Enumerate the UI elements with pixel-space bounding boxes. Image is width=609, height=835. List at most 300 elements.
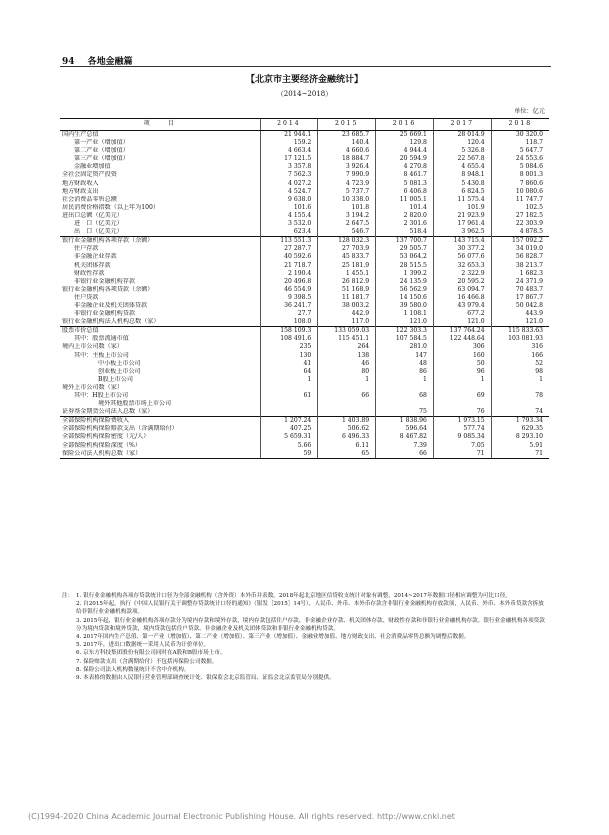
row-label: 银行业金融机构法人机构总数（家） — [62, 318, 160, 326]
cell-value: 3 532.0 — [260, 220, 318, 228]
row-label: 住户存款 — [74, 245, 99, 253]
note-text: 3. 2015年起，银行业金融机构各项存款分为境内存款和境外存款，境内存款包括住户存款、非金融企业存款、机关团体存款、财政性存款和非银行业金融机构存款。银行业金融机构各项贷款分为境内贷款和境外贷款，境内贷款包括住户贷款、非金融企业及机关团体贷款和非银行业金融机构贷款。 — [76, 617, 545, 632]
cell-value: 59 — [260, 450, 318, 459]
note-item — [62, 633, 548, 641]
cell-value — [376, 384, 434, 392]
note-text: 7. 保险赔款支出（含满期给付）不包括再保险公司数据。 — [76, 658, 218, 665]
table-row — [60, 286, 549, 294]
table-row — [60, 310, 549, 318]
table-row — [60, 368, 549, 376]
table-row — [60, 384, 549, 392]
cell-value: 8 293.10 — [491, 433, 549, 441]
cell-value: 7.05 — [433, 442, 491, 450]
note-item — [62, 658, 548, 666]
cell-value: 160 — [433, 352, 491, 360]
row-label: 财政性存款 — [74, 269, 105, 277]
cell-value: 30 320.0 — [491, 131, 549, 140]
copyright-footer: (C)1994-2020 China Academic Journal Electronic Publishing House. All rights reserved. http://www.cnki.net — [28, 812, 455, 821]
row-label: 境内上市公司数（家） — [62, 343, 123, 351]
cell-value: 1 — [376, 376, 434, 384]
table-row — [60, 294, 549, 302]
table-row — [60, 360, 549, 368]
cell-value: 4 878.5 — [491, 228, 549, 237]
column-header-2016: 2016 — [376, 119, 434, 131]
cell-value: 2 301.6 — [376, 220, 434, 228]
cell-value: 24 135.9 — [376, 278, 434, 286]
cell-value: 25 669.1 — [376, 131, 434, 140]
cell-value: 623.4 — [260, 228, 318, 237]
cell-value: 121.0 — [491, 318, 549, 327]
row-label: 住户贷款 — [74, 293, 99, 301]
cell-value: 1 973.15 — [433, 417, 491, 426]
cell-value: 107 584.5 — [376, 335, 434, 343]
row-label: 全部保险机构保险深度（%） — [62, 441, 141, 449]
cell-value — [260, 384, 318, 392]
cell-value: 1 108.1 — [376, 310, 434, 318]
cell-value: 8 461.7 — [376, 171, 434, 179]
cell-value: 158 109.3 — [260, 327, 318, 336]
cell-value: 17 961.4 — [433, 220, 491, 228]
table-row — [60, 376, 549, 384]
table-row — [60, 392, 549, 400]
table-row — [60, 155, 549, 163]
cell-value: 1 455.1 — [318, 270, 376, 278]
cell-value: 103 081.93 — [491, 335, 549, 343]
cell-value: 117.0 — [318, 318, 376, 327]
cell-value: 21 923.9 — [433, 212, 491, 220]
table-row — [60, 335, 549, 343]
note-text: 1. 银行业金融机构各项存贷款统计口径为全部金融机构（含外资）本外币并表数。2018年起北京地区信贷收支统计对象有调整，2014~2017年数据口径相应调整为可比口径。 — [76, 593, 511, 599]
cell-value: 45 833.7 — [318, 253, 376, 261]
table-row — [60, 131, 549, 140]
cell-value: 76 — [433, 408, 491, 417]
cell-value: 118.7 — [491, 139, 549, 147]
table-row — [60, 253, 549, 261]
table-row — [60, 147, 549, 155]
cell-value: 69 — [433, 392, 491, 400]
cell-value: 20 496.8 — [260, 278, 318, 286]
cell-value: 29 505.7 — [376, 245, 434, 253]
cell-value: 68 — [376, 392, 434, 400]
cell-value: 157 092.2 — [491, 237, 549, 246]
cell-value: 11 747.7 — [491, 196, 549, 204]
cell-value: 108 491.6 — [260, 335, 318, 343]
note-text: 8. 保险公司法人机构数量统计不含中介机构。 — [76, 666, 190, 673]
cell-value: 27.7 — [260, 310, 318, 318]
cell-value: 596.64 — [376, 425, 434, 433]
cell-value: 64 — [260, 368, 318, 376]
cell-value: 80 — [318, 368, 376, 376]
cell-value: 50 042.8 — [491, 302, 549, 310]
cell-value: 56 828.7 — [491, 253, 549, 261]
table-title: 【北京市主要经济金融统计】 — [245, 75, 363, 85]
row-label: B股上市公司 — [98, 375, 133, 383]
note-text: 6. 京东方科技集团股份有限公司同时在A股和B股市场上市。 — [76, 650, 226, 657]
cell-value: 41 — [260, 360, 318, 368]
cell-value: 264 — [318, 343, 376, 351]
page-number: 94 — [62, 57, 75, 67]
cell-value: 50 — [433, 360, 491, 368]
cell-value: 39 580.0 — [376, 302, 434, 310]
table-row — [60, 327, 549, 336]
note-item — [62, 674, 548, 682]
row-label: 社会消费品零售总额 — [62, 195, 117, 203]
row-label: 非金融企业及机关团体贷款 — [74, 301, 148, 309]
cell-value: 46 — [318, 360, 376, 368]
cell-value: 98 — [491, 368, 549, 376]
table-row — [60, 433, 549, 441]
row-label: 居民消费价格指数（以上年为100） — [62, 203, 159, 211]
cell-value: 140.4 — [318, 139, 376, 147]
row-label: 全社会固定资产投资 — [62, 171, 117, 179]
cell-value: 677.2 — [433, 310, 491, 318]
cell-value: 1 — [433, 376, 491, 384]
row-label: 保险公司法人机构总数（家） — [60, 450, 260, 459]
note-text: 5. 2017年，进出口数据统一采用人民币为计价单位。 — [76, 642, 210, 649]
cell-value: 4 155.4 — [260, 212, 318, 220]
cell-value: 28 014.9 — [433, 131, 491, 140]
cell-value: 10 080.6 — [491, 188, 549, 196]
row-label: 全部保险机构保险费收入 — [60, 417, 260, 426]
note-item — [62, 592, 548, 600]
cell-value: 4 660.6 — [318, 147, 376, 155]
cell-value — [376, 400, 434, 408]
row-label: 银行业金融机构各项贷款（余额） — [62, 285, 154, 293]
cell-value: 21 944.1 — [260, 131, 318, 140]
notes-label — [62, 600, 76, 616]
cell-value: 22 567.8 — [433, 155, 491, 163]
cell-value — [260, 400, 318, 408]
table-row — [60, 425, 549, 433]
note-text: 2. 自2015年起，执行《中国人民银行关于调整存贷款统计口径的通知》（银发［2015］14号），人民币、外币、本外币存款含非银行业金融机构存放款项，人民币、外币、本外币贷款含拆放给非银行业金融机构款项。 — [76, 601, 544, 616]
table-row — [60, 270, 549, 278]
cell-value — [318, 384, 376, 392]
cell-value: 1 — [491, 376, 549, 384]
table-row — [60, 212, 549, 220]
note-item — [62, 666, 548, 674]
row-label: 证券基金期货公司法人总数（家） — [62, 408, 154, 416]
cell-value: 9 085.34 — [433, 433, 491, 441]
cell-value: 56 562.9 — [376, 286, 434, 294]
cell-value: 38 213.7 — [491, 262, 549, 270]
cell-value: 48 — [376, 360, 434, 368]
row-label: 股票市价总值 — [60, 327, 260, 336]
cell-value: 96 — [433, 368, 491, 376]
row-label: 机关团体存款 — [74, 261, 111, 269]
cell-value: 38 003.2 — [318, 302, 376, 310]
cell-value: 108.0 — [260, 318, 318, 327]
cell-value: 1 793.34 — [491, 417, 549, 426]
row-label: 第二产业（增加值） — [74, 147, 129, 155]
cell-value: 5 081.3 — [376, 180, 434, 188]
cell-value: 7.39 — [376, 442, 434, 450]
cell-value: 52 — [491, 360, 549, 368]
cell-value: 3 194.2 — [318, 212, 376, 220]
row-label: 全部保险机构保险密度（元/人） — [62, 433, 150, 441]
cell-value: 5 430.8 — [433, 180, 491, 188]
table-row — [60, 318, 549, 327]
cell-value: 9 398.5 — [260, 294, 318, 302]
cell-value: 1 399.2 — [376, 270, 434, 278]
cell-value: 2 322.9 — [433, 270, 491, 278]
cell-value: 115 451.1 — [318, 335, 376, 343]
cell-value: 9 638.0 — [260, 196, 318, 204]
cell-value: 130 — [260, 352, 318, 360]
cell-value: 5 326.8 — [433, 147, 491, 155]
cell-value: 65 — [318, 450, 376, 459]
cell-value: 27 287.7 — [260, 245, 318, 253]
cell-value: 8 467.82 — [376, 433, 434, 441]
cell-value: 137 700.7 — [376, 237, 434, 246]
cell-value: 4 027.2 — [260, 180, 318, 188]
cell-value: 101.8 — [318, 204, 376, 212]
cell-value: 6 496.33 — [318, 433, 376, 441]
table-row — [60, 450, 549, 459]
cell-value: 43 979.4 — [433, 302, 491, 310]
cell-value: 121.0 — [433, 318, 491, 327]
cell-value: 18 884.7 — [318, 155, 376, 163]
table-row — [60, 139, 549, 147]
cell-value — [433, 400, 491, 408]
cell-value: 120.4 — [433, 139, 491, 147]
cell-value: 21 718.7 — [260, 262, 318, 270]
cell-value: 34 019.0 — [491, 245, 549, 253]
cell-value: 10 338.0 — [318, 196, 376, 204]
table-row — [60, 442, 549, 450]
notes-list — [62, 592, 548, 682]
cell-value: 71 — [491, 450, 549, 459]
table-row — [60, 196, 549, 204]
cell-value: 75 — [376, 408, 434, 417]
notes-label — [62, 641, 76, 649]
cell-value: 442.9 — [318, 310, 376, 318]
cell-value: 8 948.1 — [433, 171, 491, 179]
cell-value: 407.25 — [260, 425, 318, 433]
cell-value: 7 562.3 — [260, 171, 318, 179]
row-label: 地方财政支出 — [62, 187, 99, 195]
cell-value: 2 190.4 — [260, 270, 318, 278]
cell-value: 24 553.6 — [491, 155, 549, 163]
notes-label — [62, 649, 76, 657]
cell-value: 78 — [491, 392, 549, 400]
table-row — [60, 220, 549, 228]
cell-value: 17 121.5 — [260, 155, 318, 163]
note-text: 4. 2017年国内生产总值、第一产业（增加值）、第二产业（增加值）、第三产业（增加值）、金融业增加值、地方财政支出、社会消费品零售总额为调整后数据。 — [76, 634, 470, 641]
cell-value: 4 944.4 — [376, 147, 434, 155]
cell-value: 122 303.3 — [376, 327, 434, 336]
table-row — [60, 302, 549, 310]
section-title: 各地金融篇 — [87, 57, 133, 67]
cell-value: 11 005.1 — [376, 196, 434, 204]
row-label: 创业板上市公司 — [98, 367, 141, 375]
notes-label — [62, 658, 76, 666]
cell-value: 102.5 — [491, 204, 549, 212]
column-header-2014: 2014 — [260, 119, 318, 131]
row-label: 第三产业（增加值） — [74, 155, 129, 163]
table-row — [60, 400, 549, 408]
note-text: 9. 本表格的数据由人民银行营业管理部调查统计处、银保监会北京监管局、证监会北京监管局分别提供。 — [76, 675, 335, 682]
cell-value: 70 483.7 — [491, 286, 549, 294]
table-body — [60, 131, 549, 459]
note-item — [62, 649, 548, 657]
cell-value: 23 685.7 — [318, 131, 376, 140]
cell-value: 5 647.7 — [491, 147, 549, 155]
cell-value — [433, 384, 491, 392]
cell-value: 6 824.5 — [433, 188, 491, 196]
column-header-item: 项 目 — [60, 119, 260, 131]
notes-label — [62, 633, 76, 641]
row-label: 非金融企业存款 — [74, 253, 117, 261]
row-label: 出 口（亿美元） — [74, 228, 123, 236]
cell-value: 137 764.24 — [433, 327, 491, 336]
cell-value: 71 — [433, 450, 491, 459]
cell-value: 8 001.3 — [491, 171, 549, 179]
table-row — [60, 171, 549, 179]
unit-label: 单位：亿元 — [514, 108, 545, 115]
row-label: 第一产业（增加值） — [74, 139, 129, 147]
cell-value: 506.62 — [318, 425, 376, 433]
notes-label — [62, 617, 76, 633]
row-label: 国内生产总值 — [62, 131, 99, 138]
row-label: 金融业增加值 — [74, 163, 111, 171]
cell-value: 61 — [260, 392, 318, 400]
column-header-2018: 2018 — [491, 119, 549, 131]
cell-value: 316 — [491, 343, 549, 351]
cell-value: 4 270.8 — [376, 163, 434, 171]
statistics-table — [60, 118, 549, 459]
table-row — [60, 180, 549, 188]
notes-label: 注： — [62, 593, 74, 599]
cell-value: 26 812.9 — [318, 278, 376, 286]
table-row — [60, 417, 549, 426]
cell-value: 147 — [376, 352, 434, 360]
cell-value: 20 595.2 — [433, 278, 491, 286]
cell-value: 306 — [433, 343, 491, 351]
cell-value: 546.7 — [318, 228, 376, 237]
row-label: 进 口（亿美元） — [74, 220, 123, 228]
cell-value: 2 820.0 — [376, 212, 434, 220]
table-row — [60, 237, 549, 246]
cell-value: 128 032.3 — [318, 237, 376, 246]
cell-value: 1 — [318, 376, 376, 384]
cell-value: 5.66 — [260, 442, 318, 450]
table-row — [60, 188, 549, 196]
cell-value: 113 551.3 — [260, 237, 318, 246]
years-range: （2014~2018） — [276, 90, 333, 98]
row-label: 非银行业金融机构贷款 — [74, 310, 135, 318]
table-row — [60, 163, 549, 171]
cell-value: 25 181.9 — [318, 262, 376, 270]
cell-value — [260, 408, 318, 417]
cell-value: 143 715.4 — [433, 237, 491, 246]
cell-value: 30 377.2 — [433, 245, 491, 253]
row-label: 其中：股票流通市值 — [74, 335, 129, 343]
cell-value: 115 833.63 — [491, 327, 549, 336]
cell-value: 11 575.4 — [433, 196, 491, 204]
cell-value: 51 168.9 — [318, 286, 376, 294]
cell-value: 56 077.6 — [433, 253, 491, 261]
cell-value: 235 — [260, 343, 318, 351]
cell-value: 518.4 — [376, 228, 434, 237]
cell-value — [491, 384, 549, 392]
table-header-row — [60, 119, 549, 131]
cell-value: 63 094.7 — [433, 286, 491, 294]
cell-value: 5 659.31 — [260, 433, 318, 441]
cell-value: 74 — [491, 408, 549, 417]
cell-value: 122 448.64 — [433, 335, 491, 343]
cell-value: 32 653.3 — [433, 262, 491, 270]
cell-value: 24 371.9 — [491, 278, 549, 286]
table-row — [60, 352, 549, 360]
cell-value: 129.8 — [376, 139, 434, 147]
cell-value: 166 — [491, 352, 549, 360]
cell-value: 4 723.9 — [318, 180, 376, 188]
row-label: 非银行业金融机构存款 — [74, 277, 135, 285]
cell-value: 22 303.9 — [491, 220, 549, 228]
cell-value: 629.35 — [491, 425, 549, 433]
table-row — [60, 204, 549, 212]
cell-value: 3 926.4 — [318, 163, 376, 171]
cell-value: 443.9 — [491, 310, 549, 318]
cell-value: 4 524.7 — [260, 188, 318, 196]
row-label: 其中：H股上市公司 — [74, 392, 129, 399]
cell-value: 40 592.6 — [260, 253, 318, 261]
cell-value: 28 515.5 — [376, 262, 434, 270]
row-label: 境外其他股票市场上市公司 — [98, 400, 172, 408]
cell-value: 4 663.4 — [260, 147, 318, 155]
table-row — [60, 408, 549, 417]
cell-value: 6 406.8 — [376, 188, 434, 196]
cell-value: 1 — [260, 376, 318, 384]
cell-value — [318, 408, 376, 417]
column-header-2015: 2015 — [318, 119, 376, 131]
row-label: 境外上市公司数（家） — [62, 383, 123, 391]
cell-value: 66 — [318, 392, 376, 400]
cell-value: 46 554.9 — [260, 286, 318, 294]
cell-value: 1 682.3 — [491, 270, 549, 278]
note-item — [62, 617, 548, 633]
note-item — [62, 600, 548, 616]
cell-value: 7 860.6 — [491, 180, 549, 188]
notes-label — [62, 666, 76, 674]
row-label: 其中：主板上市公司 — [74, 351, 129, 359]
table-row — [60, 245, 549, 253]
cell-value: 20 594.9 — [376, 155, 434, 163]
table-row — [60, 343, 549, 351]
row-label: 银行业金融机构各项存款（余额） — [60, 237, 260, 246]
cell-value: 2 647.5 — [318, 220, 376, 228]
cell-value: 281.0 — [376, 343, 434, 351]
table-row — [60, 228, 549, 237]
cell-value: 101.9 — [433, 204, 491, 212]
row-label: 进出口总额（亿美元） — [62, 211, 123, 219]
cell-value: 3 357.8 — [260, 163, 318, 171]
cell-value: 16 466.8 — [433, 294, 491, 302]
cell-value: 5 737.7 — [318, 188, 376, 196]
notes-label — [62, 674, 76, 682]
cell-value: 138 — [318, 352, 376, 360]
cell-value: 159.2 — [260, 139, 318, 147]
cell-value: 7 990.9 — [318, 171, 376, 179]
note-item — [62, 641, 548, 649]
cell-value — [491, 400, 549, 408]
cell-value: 66 — [376, 450, 434, 459]
cell-value: 577.74 — [433, 425, 491, 433]
cell-value: 6.11 — [318, 442, 376, 450]
cell-value — [318, 400, 376, 408]
cell-value: 27 703.9 — [318, 245, 376, 253]
header-rule — [60, 66, 551, 67]
